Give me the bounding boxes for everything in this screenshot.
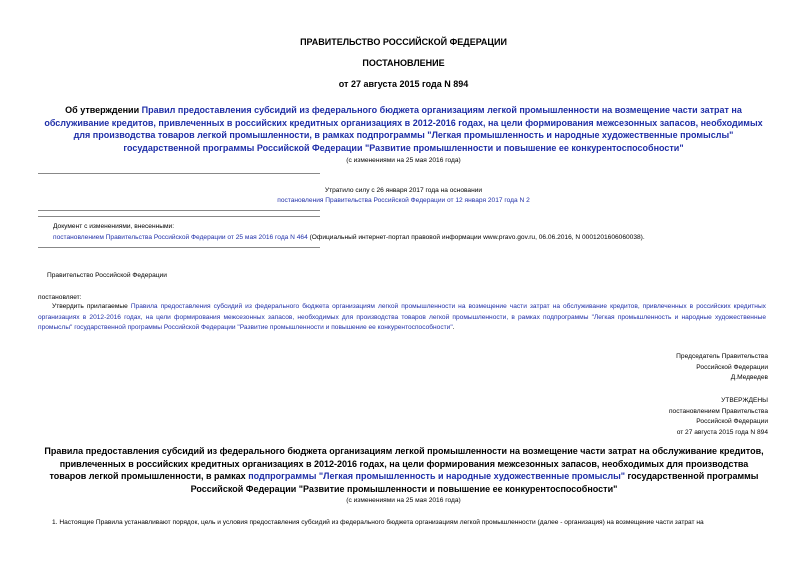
approved-date: от 27 августа 2015 года N 894	[676, 428, 768, 436]
rules-title-text: Правила предоставления субсидий из федерального бюджета организациям легкой промышленности на возмещение части затрат на обслуживание кредитов, привлеченных в российских кредитных организациях в 2012-2016 годах, на цели формирования межсезонных запасов, необходимых для производства товаров легкой промышленности, в рамках	[44, 446, 764, 481]
document-title	[40, 104, 767, 154]
decides-label: постановляет:	[38, 294, 82, 301]
signature-position: Председатель Правительства	[676, 353, 768, 360]
changes-label: Документ с изменениями, внесенными:	[53, 223, 175, 230]
signature-name: Д.Медведев	[730, 374, 768, 381]
title-rules-link[interactable]: Правил предоставления субсидий из федерального бюджета организациям легкой промышленности на возмещение части затрат на обслуживание кредитов, привлеченных в российских кредитных организациях в 2012-2016 годах, на цели формирования межсезонных запасов, необходимых для производства товаров легкой промышленности, в рамках подпрограммы "Легкая промышленность и народные художественные промыслы" государственной программы Российской Федерации "Развитие промышленности и повышение ее конкурентоспособности"	[44, 105, 763, 153]
separator-line	[38, 247, 320, 248]
rules-title-text-end: государственной программы Российской Федерации "Развитие промышленности и повышение ее конкурентоспособности"	[190, 471, 759, 494]
changes-decree-link[interactable]: постановлением Правительства Российской Федерации от 25 мая 2016 года N 464	[53, 234, 308, 241]
signature-country: Российской Федерации	[696, 363, 768, 371]
rules-subprogram-link[interactable]: подпрограммы "Легкая промышленность и народные художественные промыслы"	[248, 471, 626, 481]
approve-prefix: Утвердить прилагаемые	[52, 303, 131, 310]
rules-title	[44, 445, 764, 495]
separator-line	[38, 173, 320, 174]
approve-suffix: .	[452, 324, 455, 331]
approved-label: УТВЕРЖДЕНЫ	[721, 397, 768, 404]
signature-block	[676, 352, 768, 384]
approved-country: Российской Федерации	[696, 418, 768, 425]
changes-publication-info: (Официальный интернет-портал правовой информации www.pravo.gov.ru, 06.06.2016, N 0001201606060038).	[307, 234, 645, 241]
expired-notice: Утратило силу с 26 января 2017 года на основании	[324, 187, 483, 194]
clause-1: 1. Настоящие Правила устанавливают порядок, цель и условия предоставления субсидий из федерального бюджета организациям легкой промышленности (далее - организация) на возмещение части затрат на	[52, 519, 704, 526]
title-prefix: Об утверждении	[65, 105, 142, 115]
government-heading: ПРАВИТЕЛЬСТВО РОССИЙСКОЙ ФЕДЕРАЦИИ	[300, 37, 507, 47]
separator-line	[38, 210, 320, 211]
approved-block	[669, 396, 768, 438]
rules-amendment-note: (с изменениями на 25 мая 2016 года)	[346, 497, 461, 504]
document-date-number: от 27 августа 2015 года N 894	[338, 79, 469, 89]
expired-basis-link[interactable]: постановления Правительства Российской Федерации от 12 января 2017 года N 2	[277, 197, 530, 204]
approve-paragraph	[38, 302, 766, 334]
approve-rules-link[interactable]: Правила предоставления субсидий из федерального бюджета организациям легкой промышленности на возмещение части затрат на обслуживание кредитов, привлеченных в российских кредитных организациях в 2012-2016 годах, на цели формирования межсезонных запасов, необходимых для производства товаров легкой промышленности, в рамках подпрограммы "Легкая промышленность и народные художественные промыслы" государственной программы Российской Федерации "Развитие промышленности и повышение ее конкурентоспособности"	[38, 303, 766, 331]
separator-line	[38, 216, 320, 217]
document-type-heading: ПОСТАНОВЛЕНИЕ	[362, 58, 445, 68]
approved-by: постановлением Правительства	[668, 407, 768, 415]
government-subject: Правительство Российской Федерации	[47, 272, 167, 279]
amendment-note: (с изменениями на 25 мая 2016 года)	[346, 157, 461, 164]
changes-line	[53, 233, 773, 243]
